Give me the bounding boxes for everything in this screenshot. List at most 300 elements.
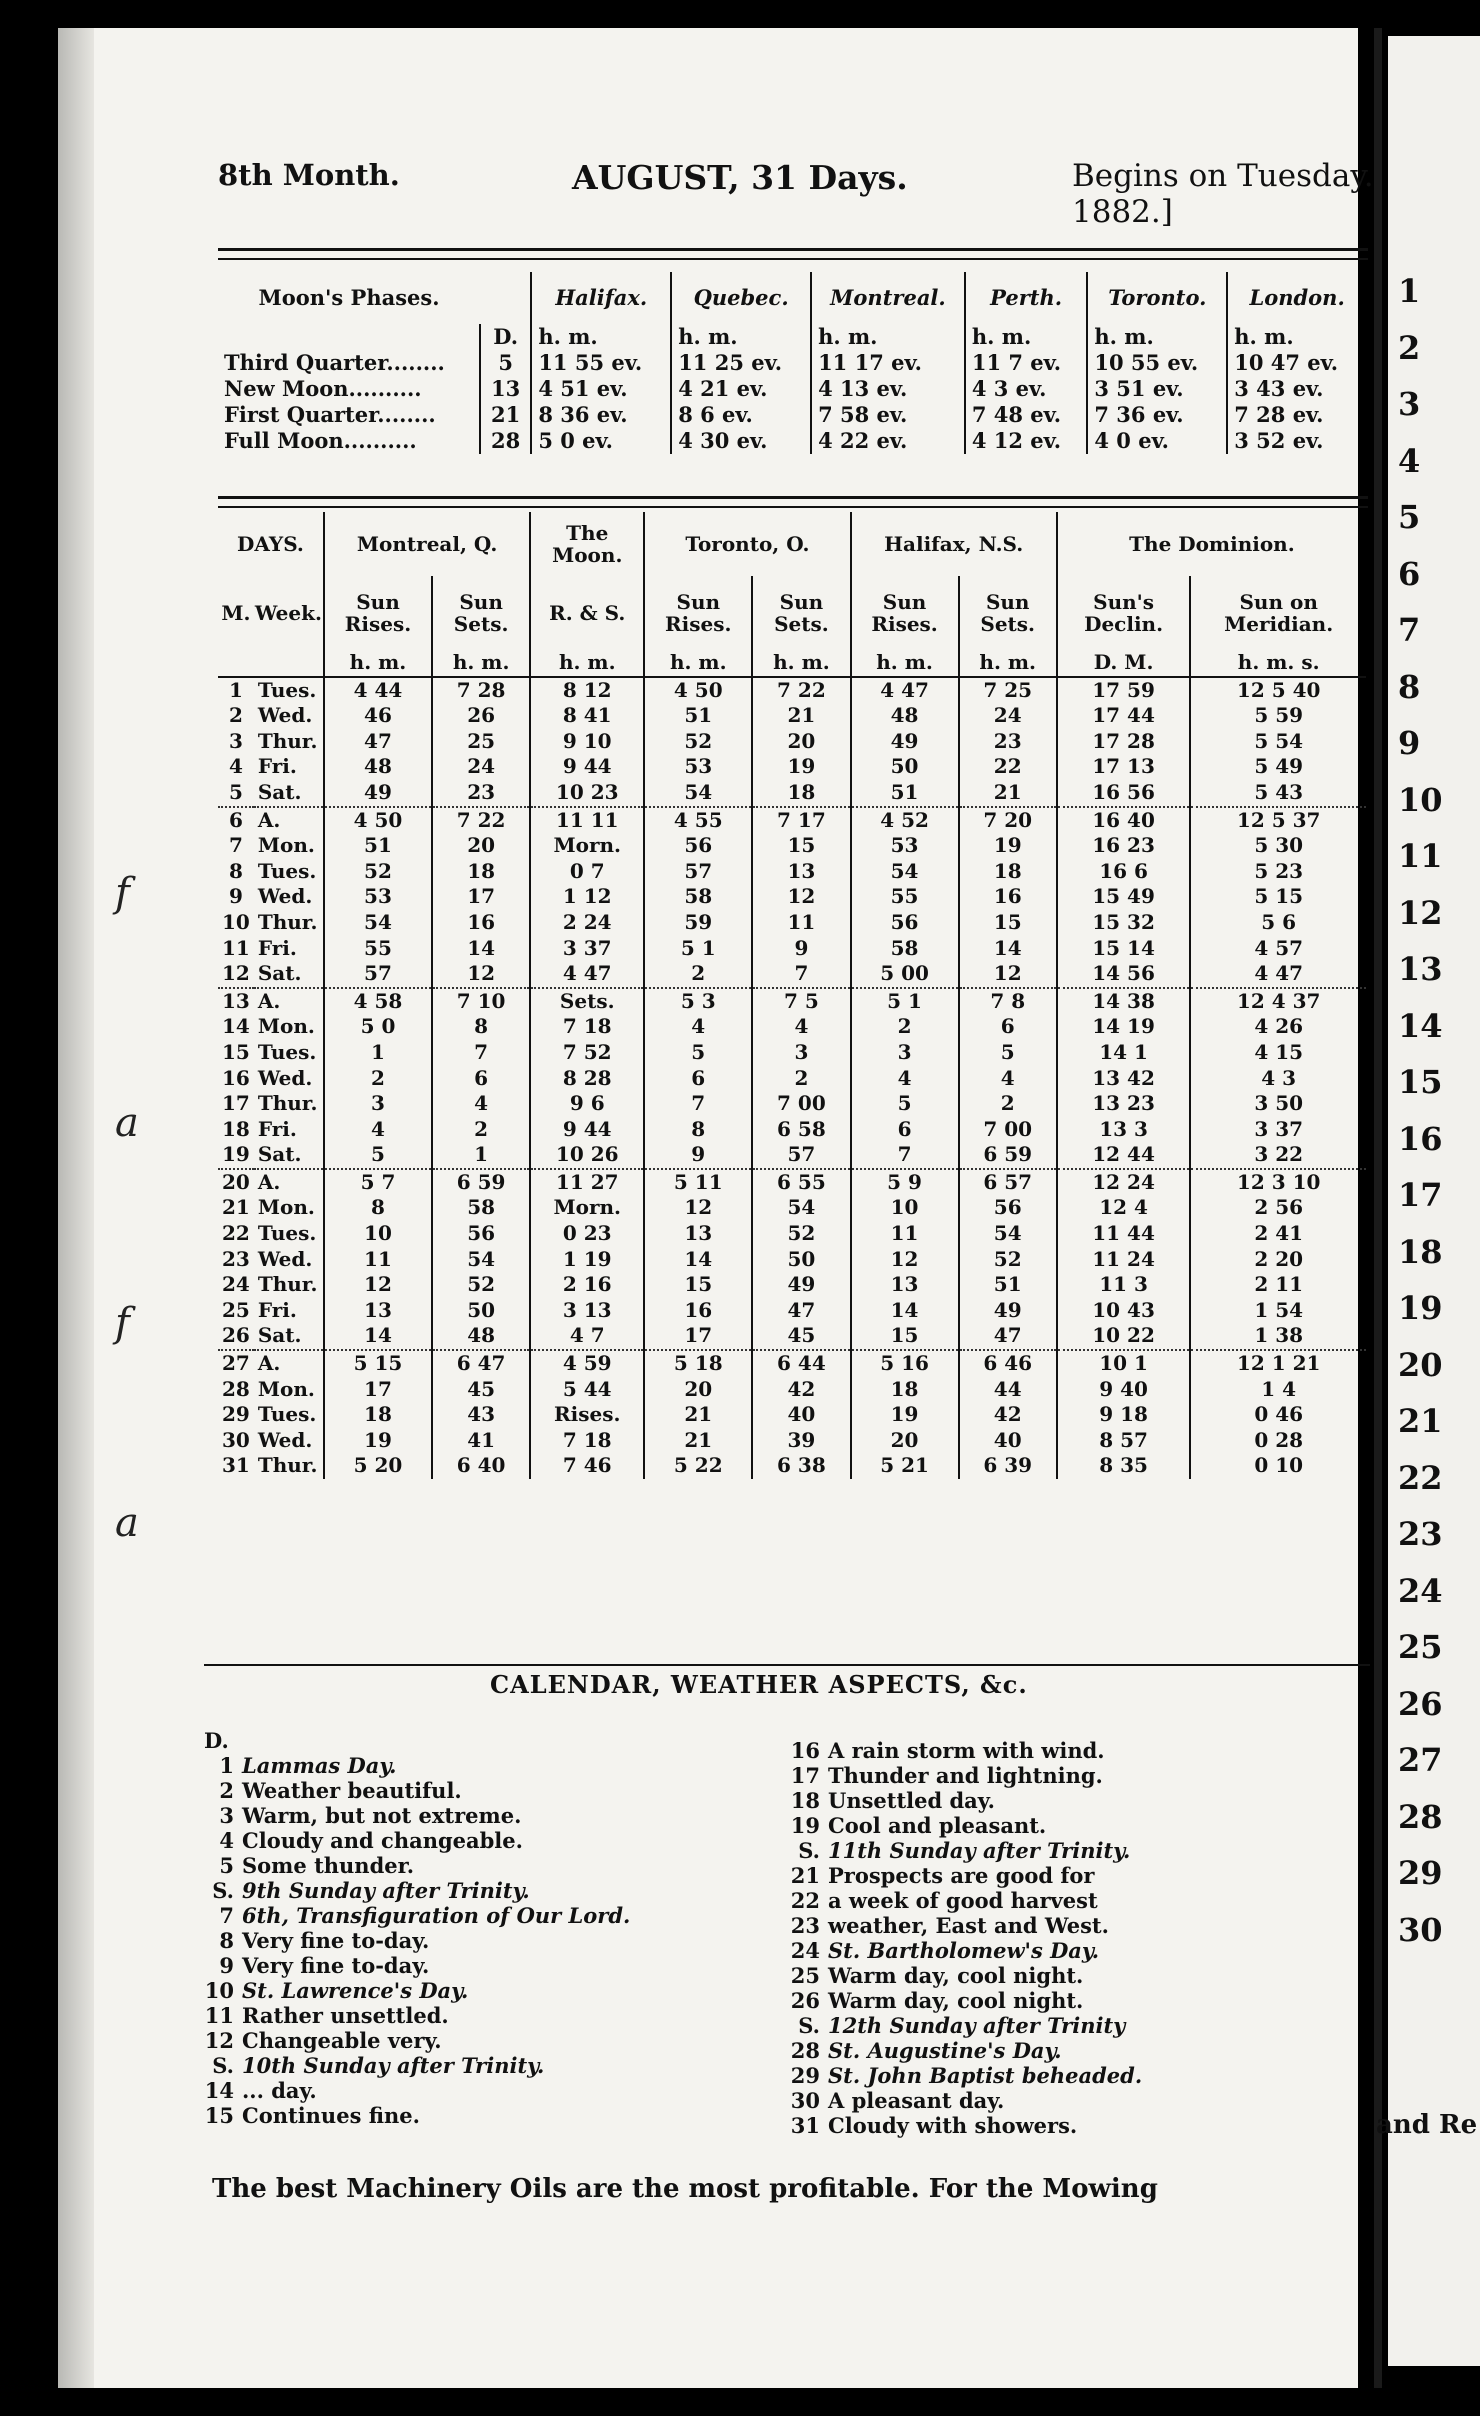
day-row — [218, 1117, 1366, 1143]
note-text: St. Augustine's Day. — [828, 2038, 1062, 2063]
cell-value: 3 — [851, 1040, 959, 1066]
phase-time: 11 25 ev. — [671, 350, 811, 376]
top-rule-2 — [218, 258, 1368, 260]
day-row — [218, 1195, 1366, 1221]
cell-value: 5 54 — [1190, 729, 1366, 755]
day-row — [218, 936, 1366, 962]
weekday: Mon. — [257, 1195, 315, 1220]
cell-value: 0 46 — [1190, 1402, 1366, 1428]
unit: h. m. — [811, 324, 965, 350]
weekday: A. — [254, 988, 324, 1015]
cell-value: 6 47 — [432, 1350, 530, 1377]
day-number: 8 — [228, 858, 243, 883]
phase-time: 4 22 ev. — [811, 428, 965, 454]
cell-value: 3 37 — [530, 936, 644, 962]
weekday: Fri. — [257, 1116, 297, 1141]
phase-time: 3 43 ev. — [1227, 376, 1366, 402]
unit: h. m. — [644, 650, 752, 677]
cell-value: 49 — [324, 780, 432, 807]
adjacent-day-number: 10 — [1398, 780, 1443, 819]
phase-time: 7 48 ev. — [965, 402, 1088, 428]
cell-value: 51 — [851, 780, 959, 807]
cell-value: 15 — [959, 910, 1057, 936]
note-day: 24 — [790, 1938, 820, 1963]
day-number: 22 — [222, 1221, 250, 1246]
cell-value: 3 50 — [1190, 1091, 1366, 1117]
note-text: Thunder and lightning. — [828, 1763, 1103, 1788]
cell-value: 7 — [851, 1142, 959, 1169]
weekday: Thur. — [257, 1453, 318, 1478]
cell-value: 12 — [959, 961, 1057, 988]
cell-value: 12 — [644, 1195, 752, 1221]
cell-value: 55 — [324, 936, 432, 962]
cell-value: 17 — [644, 1323, 752, 1350]
cell-value: 18 — [959, 859, 1057, 885]
day-number: 25 — [222, 1297, 250, 1322]
phase-row — [218, 350, 1366, 376]
footer-advert: The best Machinery Oils are the most profitable. For the Mowing — [212, 2174, 1158, 2204]
cell-value: 55 — [851, 884, 959, 910]
cell-value: 11 44 — [1057, 1221, 1191, 1247]
cell-value: 8 35 — [1057, 1453, 1191, 1479]
page-title: AUGUST, 31 Days. — [572, 158, 908, 197]
group-days: DAYS. — [237, 532, 304, 556]
group-dominion: The Dominion. — [1057, 512, 1366, 576]
day-row — [218, 1298, 1366, 1324]
cell-value: 14 — [432, 936, 530, 962]
note-line — [790, 1788, 1142, 1813]
cell-value: 18 — [752, 780, 850, 807]
phase-time: 11 7 ev. — [965, 350, 1088, 376]
note-day: 3 — [219, 1803, 234, 1828]
note-text: A pleasant day. — [828, 2088, 1005, 2113]
cell-value: 45 — [752, 1323, 850, 1350]
cell-value: 6 44 — [752, 1350, 850, 1377]
adjacent-day-number: 12 — [1398, 893, 1443, 932]
cell-value: 7 8 — [959, 988, 1057, 1015]
cell-value: 43 — [432, 1402, 530, 1428]
note-day: 9 — [219, 1953, 234, 1978]
cell-value: 15 14 — [1057, 936, 1191, 962]
cell-value: 7 28 — [432, 677, 530, 704]
col-declin: Sun's Declin. — [1057, 576, 1191, 650]
cell-value: 19 — [324, 1428, 432, 1454]
cell-value: 14 38 — [1057, 988, 1191, 1015]
cell-value: 2 — [432, 1117, 530, 1143]
unit: h. m. — [671, 324, 811, 350]
weekday: A. — [254, 1169, 324, 1196]
day-number: 21 — [222, 1195, 250, 1220]
note-line — [790, 1963, 1142, 1988]
note-day: 11 — [204, 2003, 234, 2028]
cell-value: 3 13 — [530, 1298, 644, 1324]
adjacent-day-number: 29 — [1398, 1854, 1443, 1892]
weekday: Sat. — [257, 1323, 302, 1348]
note-line — [790, 1988, 1142, 2013]
adjacent-day-number: 27 — [1398, 1741, 1443, 1779]
weekday: Fri. — [257, 754, 297, 779]
cell-value: 12 — [432, 961, 530, 988]
phase-day: 28 — [480, 428, 531, 454]
note-day: 25 — [790, 1963, 820, 1988]
day-number: 19 — [222, 1142, 250, 1167]
cell-value: 23 — [959, 729, 1057, 755]
cell-value: 5 15 — [1190, 884, 1366, 910]
note-line — [790, 1863, 1142, 1888]
adjacent-day-number: 19 — [1398, 1289, 1443, 1327]
day-number: 15 — [222, 1039, 250, 1064]
cell-value: 7 — [752, 961, 850, 988]
cell-value: 7 18 — [530, 1428, 644, 1454]
phase-time: 4 21 ev. — [671, 376, 811, 402]
weekday: Wed. — [257, 703, 313, 728]
note-line — [790, 2063, 1142, 2088]
cell-value: 4 50 — [644, 677, 752, 704]
note-line — [204, 1903, 630, 1928]
cell-value: 21 — [959, 780, 1057, 807]
cell-value: 9 18 — [1057, 1402, 1191, 1428]
note-text: 6th, Transfiguration of Our Lord. — [242, 1903, 631, 1928]
phase-name: Third Quarter........ — [224, 350, 445, 375]
cell-value: 0 10 — [1190, 1453, 1366, 1479]
cell-value: 12 44 — [1057, 1142, 1191, 1169]
note-text: 9th Sunday after Trinity. — [242, 1878, 530, 1903]
day-row — [218, 1402, 1366, 1428]
cell-value: 4 55 — [644, 807, 752, 834]
note-day: S. — [212, 1878, 234, 1903]
cell-value: 12 3 10 — [1190, 1169, 1366, 1196]
cell-value: 5 20 — [324, 1453, 432, 1479]
note-text: a week of good harvest — [828, 1888, 1098, 1913]
cell-value: 12 — [324, 1272, 432, 1298]
adjacent-day-number: 20 — [1398, 1345, 1443, 1384]
adjacent-day-number: 21 — [1398, 1402, 1443, 1440]
cell-value: 6 39 — [959, 1453, 1057, 1479]
cell-value: 56 — [851, 910, 959, 936]
cell-value: 3 — [324, 1091, 432, 1117]
cell-value: 10 — [851, 1195, 959, 1221]
unit: h. m. — [324, 650, 432, 677]
cell-value: 51 — [324, 833, 432, 859]
cell-value: 5 1 — [851, 988, 959, 1015]
cell-value: 20 — [752, 729, 850, 755]
cell-value: 19 — [959, 833, 1057, 859]
cell-value: 5 3 — [644, 988, 752, 1015]
cell-value: 48 — [851, 703, 959, 729]
note-text: 10th Sunday after Trinity. — [242, 2053, 545, 2078]
adjacent-day-number: 17 — [1398, 1176, 1443, 1214]
cell-value: 13 42 — [1057, 1066, 1191, 1092]
cell-value: 11 — [851, 1221, 959, 1247]
day-row — [218, 1142, 1366, 1169]
cell-value: 13 — [851, 1272, 959, 1298]
cell-value: 17 13 — [1057, 754, 1191, 780]
cell-value: 17 44 — [1057, 703, 1191, 729]
phase-time: 11 17 ev. — [811, 350, 965, 376]
day-number: 28 — [222, 1376, 250, 1401]
note-text: A rain storm with wind. — [828, 1738, 1105, 1763]
cell-value: 9 44 — [530, 1117, 644, 1143]
cell-value: 14 19 — [1057, 1014, 1191, 1040]
cell-value: 16 23 — [1057, 833, 1191, 859]
note-day: 15 — [204, 2103, 234, 2128]
cell-value: 47 — [324, 729, 432, 755]
col-quebec: Quebec. — [671, 272, 811, 324]
adjacent-day-number: 1 — [1398, 272, 1421, 310]
cell-value: 2 — [324, 1066, 432, 1092]
phase-name: Full Moon.......... — [224, 428, 417, 453]
cell-value: 4 57 — [1190, 936, 1366, 962]
note-text: Warm day, cool night. — [828, 1963, 1084, 1988]
note-day: S. — [798, 2013, 820, 2038]
day-number: 30 — [222, 1427, 250, 1452]
unit: h. m. — [959, 650, 1057, 677]
note-day: 1 — [219, 1753, 234, 1778]
cell-value: 25 — [432, 729, 530, 755]
cell-value: 53 — [851, 833, 959, 859]
weekday: Thur. — [257, 909, 318, 934]
cell-value: 6 — [959, 1014, 1057, 1040]
cell-value: 5 9 — [851, 1169, 959, 1196]
adjacent-day-number: 13 — [1398, 950, 1443, 988]
cell-value: 8 12 — [530, 677, 644, 704]
day-row — [218, 1247, 1366, 1273]
cell-value: 58 — [432, 1195, 530, 1221]
notes-right — [790, 1738, 1142, 2138]
cell-value: 57 — [644, 859, 752, 885]
phase-time: 4 51 ev. — [531, 376, 671, 402]
note-day: 4 — [219, 1828, 234, 1853]
day-row — [218, 1066, 1366, 1092]
col-hfx-set: Sun Sets. — [959, 576, 1057, 650]
note-day: 18 — [790, 1788, 820, 1813]
cell-value: 45 — [432, 1377, 530, 1403]
phase-time: 8 6 ev. — [671, 402, 811, 428]
cell-value: 15 32 — [1057, 910, 1191, 936]
cell-value: 10 43 — [1057, 1298, 1191, 1324]
col-hfx-rise: Sun Rises. — [851, 576, 959, 650]
weekday: Sat. — [257, 1142, 302, 1167]
note-line — [790, 2113, 1142, 2138]
phase-row — [218, 402, 1366, 428]
cell-value: 1 19 — [530, 1247, 644, 1273]
note-text: Prospects are good for — [828, 1863, 1095, 1888]
cell-value: 12 5 37 — [1190, 807, 1366, 834]
cell-value: Morn. — [530, 833, 644, 859]
day-number: 26 — [222, 1323, 250, 1348]
cell-value: 4 — [851, 1066, 959, 1092]
phases-d-label: D. — [480, 324, 531, 350]
phase-time: 10 55 ev. — [1087, 350, 1227, 376]
cell-value: 12 — [752, 884, 850, 910]
cell-value: 19 — [851, 1402, 959, 1428]
note-text: Unsettled day. — [828, 1788, 995, 1813]
cell-value: 16 56 — [1057, 780, 1191, 807]
cell-value: 2 — [752, 1066, 850, 1092]
day-row — [218, 807, 1366, 834]
begins-on: Begins on Tuesday. 1882.] — [1072, 158, 1374, 230]
group-halifax: Halifax, N.S. — [851, 512, 1057, 576]
handwritten-margin-mark: f — [115, 870, 130, 916]
cell-value: 42 — [959, 1402, 1057, 1428]
note-text: weather, East and West. — [828, 1913, 1109, 1938]
cell-value: 4 3 — [1190, 1066, 1366, 1092]
note-line — [790, 1888, 1142, 1913]
note-text: Weather beautiful. — [242, 1778, 462, 1803]
cell-value: 57 — [324, 961, 432, 988]
phase-day: 13 — [480, 376, 531, 402]
note-text: Very fine to-day. — [242, 1928, 430, 1953]
cell-value: 51 — [644, 703, 752, 729]
cell-value: 11 27 — [530, 1169, 644, 1196]
phase-row — [218, 428, 1366, 454]
day-number: 7 — [228, 833, 243, 858]
cell-value: 53 — [324, 884, 432, 910]
cell-value: 49 — [752, 1272, 850, 1298]
cell-value: 54 — [959, 1221, 1057, 1247]
day-number: 20 — [218, 1169, 254, 1196]
cell-value: 15 — [752, 833, 850, 859]
cell-value: 11 — [324, 1247, 432, 1273]
cell-value: 52 — [324, 859, 432, 885]
unit: h. m. — [531, 324, 671, 350]
note-day: 5 — [219, 1853, 234, 1878]
note-day: 16 — [790, 1738, 820, 1763]
cell-value: 5 22 — [644, 1453, 752, 1479]
cell-value: 8 — [644, 1117, 752, 1143]
cell-value: 11 — [752, 910, 850, 936]
day-number: 10 — [222, 909, 250, 934]
cell-value: 5 — [644, 1040, 752, 1066]
day-row — [218, 754, 1366, 780]
phase-row — [218, 376, 1366, 402]
unit: h. m. — [851, 650, 959, 677]
weekday: Tues. — [257, 1402, 317, 1427]
note-line — [204, 1753, 630, 1778]
day-number: 6 — [218, 807, 254, 834]
cell-value: 9 44 — [530, 754, 644, 780]
note-line — [790, 2088, 1142, 2113]
adjacent-day-number: 23 — [1398, 1515, 1443, 1553]
note-line — [204, 2078, 630, 2103]
col-tor-set: Sun Sets. — [752, 576, 850, 650]
day-row — [218, 729, 1366, 755]
note-text: Warm day, cool night. — [828, 1988, 1084, 2013]
unit: h. m. — [1087, 324, 1227, 350]
note-line — [790, 1938, 1142, 1963]
col-m: M. — [221, 601, 251, 625]
cell-value: 5 6 — [1190, 910, 1366, 936]
cell-value: 40 — [959, 1428, 1057, 1454]
cell-value: 9 6 — [530, 1091, 644, 1117]
mid-rule-2 — [218, 506, 1368, 508]
cell-value: 10 1 — [1057, 1350, 1191, 1377]
unit: h. m. — [1227, 324, 1366, 350]
cell-value: 5 59 — [1190, 703, 1366, 729]
col-montreal: Montreal. — [811, 272, 965, 324]
cell-value: 50 — [432, 1298, 530, 1324]
cell-value: 6 38 — [752, 1453, 850, 1479]
notes-d-label: D. — [204, 1728, 229, 1753]
adjacent-day-number: 15 — [1398, 1063, 1443, 1101]
day-number: 31 — [222, 1453, 250, 1478]
note-day: 22 — [790, 1888, 820, 1913]
day-number: 18 — [222, 1116, 250, 1141]
cell-value: 14 — [324, 1323, 432, 1350]
unit: h. m. s. — [1190, 650, 1366, 677]
phase-time: 4 3 ev. — [965, 376, 1088, 402]
cell-value: 4 15 — [1190, 1040, 1366, 1066]
cell-value: 6 46 — [959, 1350, 1057, 1377]
cell-value: 39 — [752, 1428, 850, 1454]
adjacent-day-number: 14 — [1398, 1006, 1443, 1045]
cell-value: 6 59 — [959, 1142, 1057, 1169]
cell-value: 0 28 — [1190, 1428, 1366, 1454]
cell-value: 3 22 — [1190, 1142, 1366, 1169]
adjacent-day-number: 4 — [1398, 441, 1421, 480]
cell-value: 9 — [752, 936, 850, 962]
note-line — [790, 2013, 1142, 2038]
cell-value: 6 — [432, 1066, 530, 1092]
day-row — [218, 884, 1366, 910]
cell-value: 6 40 — [432, 1453, 530, 1479]
note-text: 11th Sunday after Trinity. — [828, 1838, 1131, 1863]
cell-value: 0 23 — [530, 1221, 644, 1247]
cell-value: 0 7 — [530, 859, 644, 885]
note-text: Cool and pleasant. — [828, 1813, 1047, 1838]
cell-value: 1 54 — [1190, 1298, 1366, 1324]
cell-value: 18 — [432, 859, 530, 885]
cell-value: 54 — [851, 859, 959, 885]
cell-value: 51 — [959, 1272, 1057, 1298]
cell-value: 47 — [959, 1323, 1057, 1350]
weekday: Tues. — [257, 677, 317, 702]
unit: D. M. — [1057, 650, 1191, 677]
cell-value: 54 — [324, 910, 432, 936]
cell-value: 56 — [959, 1195, 1057, 1221]
cell-value: 13 — [324, 1298, 432, 1324]
cell-value: 13 23 — [1057, 1091, 1191, 1117]
cell-value: 23 — [432, 780, 530, 807]
day-row — [218, 1169, 1366, 1196]
weekday: A. — [254, 1350, 324, 1377]
day-number: 16 — [222, 1065, 250, 1090]
note-line — [204, 1778, 630, 1803]
cell-value: 12 24 — [1057, 1169, 1191, 1196]
cell-value: 4 — [432, 1091, 530, 1117]
cell-value: 49 — [851, 729, 959, 755]
cell-value: 6 — [644, 1066, 752, 1092]
handwritten-margin-mark: a — [115, 1500, 139, 1546]
cell-value: 4 52 — [851, 807, 959, 834]
note-line — [790, 1738, 1142, 1763]
weekday: Wed. — [257, 1065, 313, 1090]
phase-time: 11 55 ev. — [531, 350, 671, 376]
group-moon: The Moon. — [530, 512, 644, 576]
cell-value: 8 57 — [1057, 1428, 1191, 1454]
cell-value: 7 5 — [752, 988, 850, 1015]
cell-value: 4 — [324, 1117, 432, 1143]
cell-value: 21 — [644, 1428, 752, 1454]
cell-value: 18 — [324, 1402, 432, 1428]
cell-value: 4 — [959, 1066, 1057, 1092]
cell-value: 12 — [851, 1247, 959, 1273]
adjacent-day-number: 30 — [1398, 1910, 1443, 1949]
phase-time: 3 52 ev. — [1227, 428, 1366, 454]
day-number: 2 — [228, 703, 243, 728]
cell-value: Sets. — [530, 988, 644, 1015]
adjacent-day-number: 7 — [1398, 611, 1421, 649]
